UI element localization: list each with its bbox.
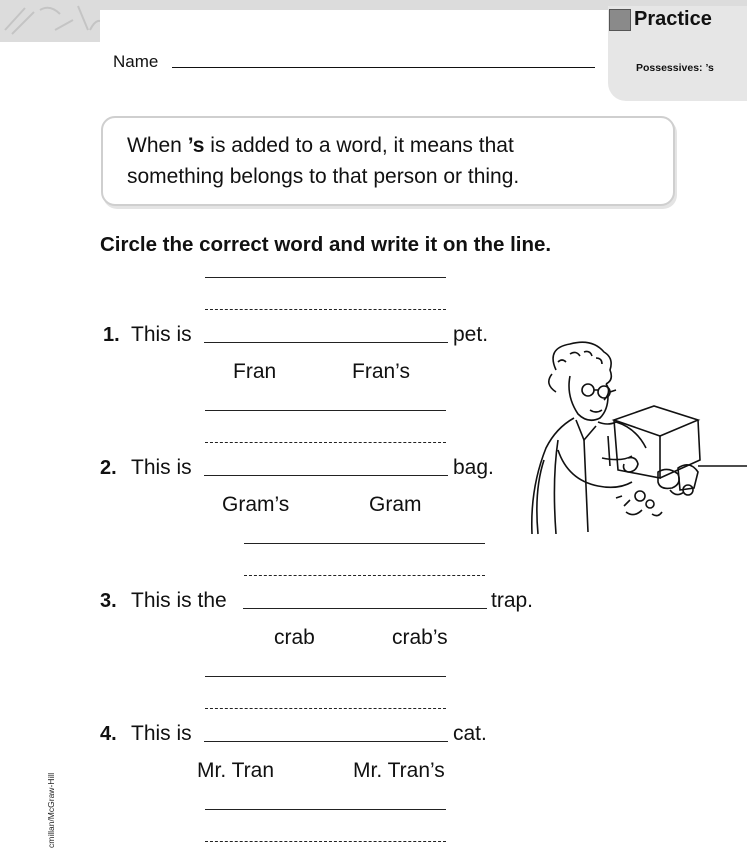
writing-guide-top bbox=[205, 410, 446, 411]
directions: Circle the correct word and write it on the line. bbox=[100, 233, 552, 256]
rule-line-2: something belongs to that person or thing. bbox=[127, 165, 520, 188]
name-label: Name bbox=[113, 52, 159, 71]
writing-guide-mid bbox=[205, 309, 446, 310]
rule-highlight: ’s bbox=[187, 134, 205, 157]
item-1-before: This is bbox=[131, 323, 192, 346]
item-1-after: pet. bbox=[453, 323, 489, 346]
writing-guide-mid bbox=[205, 708, 446, 709]
item-3-choice-b[interactable]: crab’s bbox=[392, 626, 448, 649]
item-4-answer-line[interactable] bbox=[204, 741, 448, 742]
header-card bbox=[100, 10, 660, 80]
writing-guide-mid bbox=[205, 841, 446, 842]
school-supplies-pattern-icon bbox=[0, 0, 110, 42]
writing-guide-top bbox=[205, 277, 446, 278]
item-3-number: 3. bbox=[100, 590, 117, 612]
item-1-answer-line[interactable] bbox=[204, 342, 448, 343]
item-1-choice-b[interactable]: Fran’s bbox=[352, 360, 410, 383]
item-4-after: cat. bbox=[453, 722, 487, 745]
item-4-choice-a[interactable]: Mr. Tran bbox=[197, 759, 275, 782]
skill-label: Possessives: ’s bbox=[636, 62, 714, 74]
writing-guide-top bbox=[244, 543, 485, 544]
item-2-number: 2. bbox=[100, 457, 117, 479]
item-4-before: This is bbox=[131, 722, 192, 745]
writing-guide-top bbox=[205, 809, 446, 810]
item-3-answer-line[interactable] bbox=[243, 608, 487, 609]
item-3-choice-a[interactable]: crab bbox=[274, 626, 315, 649]
item-2-answer-line[interactable] bbox=[204, 475, 448, 476]
item-1-choice-a[interactable]: Fran bbox=[233, 360, 277, 383]
item-2-after: bag. bbox=[453, 456, 494, 479]
publisher-credit bbox=[44, 752, 60, 850]
writing-guide-mid bbox=[244, 575, 485, 576]
item-3-before: This is the bbox=[131, 589, 227, 612]
item-1-number: 1. bbox=[103, 324, 120, 346]
writing-guide-mid bbox=[205, 442, 446, 443]
item-4-number: 4. bbox=[100, 723, 117, 745]
rule-text bbox=[127, 130, 647, 192]
item-2-before: This is bbox=[131, 456, 192, 479]
grandmother-holding-box-icon bbox=[518, 340, 747, 540]
gray-square-icon bbox=[609, 9, 631, 31]
name-line[interactable] bbox=[172, 67, 595, 68]
practice-label: Practice bbox=[634, 8, 712, 30]
item-2-choice-a[interactable]: Gram’s bbox=[222, 493, 290, 516]
item-4-choice-b[interactable]: Mr. Tran’s bbox=[353, 759, 445, 782]
rule-part-1: When bbox=[127, 134, 188, 157]
writing-guide-top bbox=[205, 676, 446, 677]
rule-part-2: is added to a word, it means that bbox=[204, 134, 514, 157]
item-3-after: trap. bbox=[491, 589, 534, 612]
publisher-credit-text: cmillan/McGraw-Hill bbox=[46, 772, 56, 848]
item-2-choice-b[interactable]: Gram bbox=[369, 493, 422, 516]
